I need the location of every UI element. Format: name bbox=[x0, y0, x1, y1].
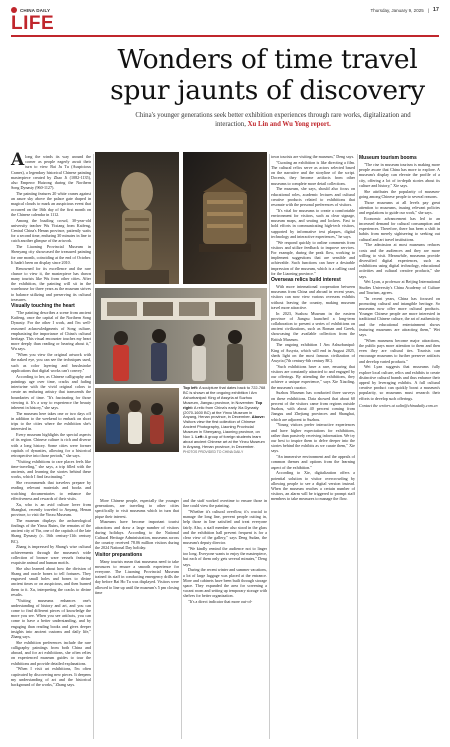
caption-label-top-right: Top right: bbox=[183, 399, 263, 410]
subheading: Museum tourism booms bbox=[359, 155, 417, 161]
paragraph: The museum, she says, should also focus on educational roles, academic lectures and cultural creative products related to exhibitions that resonate with the personal preferences of visitors. bbox=[271, 186, 355, 208]
paragraph: More Chinese people, especially the younger generations, are traveling to other cities specifically to visit museums which in turn that pique their interest. bbox=[95, 498, 179, 519]
paragraph: "The rise in museum tourism is making more people aware that China has more to explore. A museum's display can elevate the profile of a city, offering a lot of in-depth stories about its culture and history," Xie says. bbox=[359, 162, 440, 188]
section-rule bbox=[11, 35, 439, 37]
masthead-right bbox=[371, 7, 440, 13]
paragraph: "It's a direct indicator that more out-of- bbox=[188, 599, 253, 605]
paragraph: The museum displays the archaeological findings of the Yinxu Ruins, the remains of the ancient city of Yin, one of the capitals of the late Shang Dynasty (c. 16th century-11th century BC). bbox=[11, 517, 91, 544]
paragraph: Among the bustling crowd, 30-year-old university teacher Wu Yixiang from Kaifeng, Central China's Henan province, patiently waits for a second time, enduring 30 minutes in line to catch another glimpse of the artwork. bbox=[11, 217, 91, 244]
paragraph: She also learned about how the division of Shang and oracle bones to tell fortunes. They engraved small holes and bones to divine ancient times or on auspicious, and then burned them to it. Xu, interpreting the cracks to divine results. bbox=[11, 565, 91, 597]
caption-top-right: A relic from China's early Xia Dynasty (2070-1600 BC) at the Yinxu Museum in Anyang, Henan province, in December. bbox=[183, 404, 259, 420]
paragraph: "Visiting exhibitions to rare places feels like time-traveling," she says, a trip filled with the ancients, and learning the stories behind these works, which I find fascinating." bbox=[11, 458, 91, 480]
paragraph: "When you view the original artwork with the naked eye, you can see the techniques used, such as color layering and brushstroke applications that digital works can't convey." bbox=[11, 352, 91, 373]
article-column-2 bbox=[95, 498, 179, 596]
caption-top-left: A sculpture that dates back to 722-768 BC is shown at the ongoing exhibition I Am Ashurbanipal: King of Assyria at Suzhou Museum, Jiangsu province, in November. bbox=[183, 385, 266, 405]
paragraph: According to Xie, digitalization offers a potential solution to visitor overcrowding by allowing people to see a digital version instead. When the museum reaches a certain number of visitors, an alarm will be triggered to prompt staff members to take measures to manage the flow. bbox=[271, 470, 355, 502]
subheading: Visually touching the heart bbox=[11, 303, 75, 310]
column-rule bbox=[181, 498, 182, 739]
paragraph: "It's vital for museums to create a comfortable environment for visitors, such as clear signage, museum maps, and seating and lockers. Fast to hold efforts in communicating high-tech visitors, supported by informative text plaques, digital technology and interactive experiences," he says. bbox=[271, 207, 355, 239]
paragraph: She exhibition preferences include the rare calligraphy paintings from both China and abroad, and for art exhibitions, she often relies on experienced museum guides to tour the exhibitions and provide detailed explanations. bbox=[11, 639, 91, 666]
paragraph: Every museum highlights the special aspects of its region. Chinese culture is rich and diverse with a long history. Some cities were former capitals of dynasties, allowing for a historical retrospective into those periods," she says. bbox=[11, 432, 91, 458]
paragraph bbox=[11, 150, 91, 191]
paragraph: and the staff worked overtime to ensure those in line could view the painting. bbox=[183, 498, 267, 509]
paragraph: "Whether it's cultural overflow, it's crucial to manage the long line, prevent people cutting in, help those in line satisfied and treat everyone fairly. Also, a staff member also stood in the glass and the exhibition hall prevent frequent is for a clear view of the gallery," says Deng Sudan, the museum's deputy director. bbox=[183, 509, 267, 546]
article-column-4 bbox=[271, 154, 355, 502]
caption-above: Visitors view the first collection of Chinese Ancient Photography, Liaoning Provincial Museum in Shenyang, Liaoning province, on Nov 1. bbox=[183, 419, 260, 440]
paragraph: Economic advancement has led to an increased demand for cultural consumption and experiences. Therefore, there has been a shift in habits from merely sightseeing to seeking out cultural and art travel institutions. bbox=[359, 215, 440, 242]
paragraph: "When museums become major attractions, the public pays more attention to them and then even they are cultural ties. Tourists can encourage museums to further preserve artifacts and develop varied products." bbox=[359, 337, 440, 364]
paragraph: Xu, who is an avid culture lover from Shanghai, recently traveled to Anyang, Henan province, to visit the Yinxu Museum. bbox=[11, 501, 91, 517]
caption-label-above: Above: bbox=[251, 414, 265, 420]
visitors-photo bbox=[95, 288, 267, 384]
caption-label-top-left: Top left: bbox=[183, 385, 199, 390]
subheading: Overseas relics build interest bbox=[271, 277, 341, 284]
paragraph: She recommends that travelers prepare by reading relevant materials and books and watching documentaries to enhance the effectiveness and rewards of their visits. bbox=[11, 480, 91, 501]
paragraph: Renowned for its excellence and the rare chance to view it, the masterpiece has drawn many tourists like Wu from other cities. After the exhibition, the painting will sit in the warehouse for three years as the museum strives to balance utilizing and preserving its cultural treasures. bbox=[11, 265, 91, 302]
contact-line: Contact the writers at xulin@chinadaily.com.cn bbox=[359, 402, 438, 408]
paragraph: Zhang is impressed by Shang's wise cultural achievements through the museum's wide collection of bronze ware vessels featuring exquisite animal and human motifs. bbox=[11, 544, 91, 565]
column-rule bbox=[93, 154, 94, 739]
paragraph: During the recent winter and summer vacations, a lot of large luggage was placed at the entrance. More and cabinets have been built through storage space. They expanded the area for screening a vacant room and setting up temporary storage with shelves for better organization. bbox=[183, 567, 267, 599]
headline: Wonders of time travel spur jaunts of discovery bbox=[110, 44, 425, 106]
article-column-1 bbox=[11, 150, 91, 688]
sculpture-photo bbox=[95, 152, 179, 284]
caption-left: A group of foreign students learn about ancient Chinese art at the Yinxu Museum in Anyang, Henan province, in December. bbox=[183, 434, 265, 449]
paragraph: In 2023, Suzhou Museum in the eastern province of Jiangsu launched a long-term collaboration to present a series of exhibitions on ancient civilizations, such as Roman and Greek, showcasing the available collection from the British Museum. bbox=[271, 310, 355, 342]
paragraph: Wei Lyan suggests that museums fully explore local culture, relics and exhibits to create distinctive cultural brands and thus enhance their appeal by leveraging exhibits. A full cultural creative product can quickly boost a museum's popularity, so museums must research their efforts to develop such offerings. bbox=[359, 364, 440, 401]
newspaper-name: CHINA DAILY bbox=[20, 7, 51, 13]
paragraph: She attributes the popularity of museum-going among Chinese people to several reasons. bbox=[359, 188, 440, 199]
article-column-5 bbox=[359, 154, 440, 409]
photo-credit: PHOTOS PROVIDED TO CHINA DAILY bbox=[183, 449, 244, 454]
paragraph: "The painting describes a scene from ancient Kaifeng, once the capital of the Northern Song Dynasty. For the other I work, and I'm well-reasoned acknowledgments of Song culture, emphasizing the importance of China's cultural heritage. This visual encounter touches my heart more deeply than reading or hearing about it," Wu says. bbox=[11, 310, 91, 352]
paragraph: "The admission at most museums reduces costs and the audiences and they are more willing to visit. Meanwhile, museums provide diversified digital experiences, such as exhibitions using digital technology, educational activities and cultural creative products," she says. bbox=[359, 242, 440, 279]
paragraph: "When I visit art exhibitions, I'm often captivated by discovering new pieces. It deepens my understanding of art and the historical background of the works," Zhang says. bbox=[11, 666, 91, 687]
paragraph: The museum here takes one or two days off in addition to the weekend to embark on short trips to the cities where the exhibition she's interested in. bbox=[11, 410, 91, 432]
paragraph: Many tourists mean that museums need to take measures to ensure a smooth experience for everyone. The Liaoning Provincial Museum trained its staff in conducting emergency drills the day before Bai Ho Tu was displayed. Visitors were allowed to line up until the museum's 5 pm closing time bbox=[95, 558, 179, 595]
paragraph: According to her, as Chinese calligraphy and paintings age over time, cracks and fading intertwine with the vivid original colors to create an enduring artistry that transcends the boundaries of time. "It's fascinating for those viewing it. It's a way to experience the beauty inherent in history," she says. bbox=[11, 373, 91, 410]
students-photo bbox=[95, 388, 179, 452]
photo-caption bbox=[183, 386, 267, 455]
caption-label-left: Left: bbox=[195, 434, 204, 440]
deck-text: China's younger generations seek better exhibition experiences through rare works, digitalization and interaction, bbox=[135, 112, 411, 128]
paragraph: Museums have become important tourist attractions and draw a large number of visitors during holidays. According to the National Cultural Heritage Administration, museums across the country received 78.06 million visitors during the 2024 National Day holiday. bbox=[95, 519, 179, 551]
relic-photo bbox=[183, 152, 267, 284]
section-title: LIFE bbox=[11, 13, 55, 34]
paragraph: "Curating an exhibition is like directing a film. The cultural relics serve as actors selected based on the narrative and the storyline of the script. Docents, they become artifacts from other museums to complete more detail collections. bbox=[271, 159, 355, 186]
paragraph: "Visiting museums enhances one's understanding of history and art, and you can come to find different pieces of knowledge the more you see. When you see artifacts, you can come to have a better understanding, and by engaging than reading books and gives deeper insights into ancient customs and daily life," Zhang says. bbox=[11, 597, 91, 639]
paragraph-text: long the winds its way around the corner as people eagerly await their turn to view Bai Ju Tu (Auspicious Cranes), a legendary historical Chinese painting masterpiece created by Zhao Ji (1082-1135), also Emperor Huizong during the Northern Song Dynasty (960-1127). bbox=[11, 154, 91, 191]
paragraph: "Such exhibitions have a rare, ensuring that visitors are constantly attracted to and engaged by our offerings. By attending the exhibitions, they achieve a unique experience," says Xie Xiaoling, the museum's curator. bbox=[271, 363, 355, 390]
deck bbox=[128, 111, 418, 129]
paragraph: "We kindly remind the audience not to linger too long. Everyone wants to enjoy the masterpiece, but each of them only gets several minutes," Deng says. bbox=[183, 546, 267, 567]
column-rule bbox=[357, 154, 358, 739]
article-column-3 bbox=[183, 498, 267, 605]
column-rule bbox=[269, 154, 270, 739]
paragraph: With more international cooperation between museums from China and abroad in recent years, visitors can now view various overseas exhibits without leaving the country, making museum travel more attractive. bbox=[271, 284, 355, 310]
issue-date: Thursday, January 9, 2025 bbox=[370, 7, 424, 13]
paragraph: Those museums at all levels pay great attention to museums, issuing relevant policies and regulations to guide our work," she says. bbox=[359, 199, 440, 216]
paragraph: "Young visitors prefer interactive experiences and have higher expectations for exhibitions, rather than passively receiving information. We try our best to inspire them to delve deeper into the stories behind the exhibits as we curate them," Xie says. bbox=[271, 422, 355, 454]
paragraph: The Liaoning Provincial Museum in Shenyang city showcased the treasured painting for one month, coinciding at the end of October. It hadn't been on display since 2010. bbox=[11, 244, 91, 265]
deck-authors: Xu Lin and Wu Yong report. bbox=[247, 121, 331, 128]
dropcap: A bbox=[11, 150, 25, 170]
paragraph: "In recent years, China has focused on promoting cultural and intangible heritage. So museums now offer more cultural products. Younger Chinese people are more interested in traditional Chinese culture, the art of authenticity and the educational entertainment shows featuring museums are attracting them," Wei says. bbox=[359, 295, 440, 338]
masthead-bar bbox=[11, 5, 439, 15]
paragraph: "An immersive environment and the appeals of common themes and options from the learning aspect of the exhibition." bbox=[271, 454, 355, 470]
paragraph: town tourists are visiting the museum," Deng says. bbox=[271, 154, 355, 159]
paragraph: The ongoing exhibition I Am Ashurbanipal: King of Assyria, which will end in August 2025, sheds light on the most famous civilization of Assyria (7th century-6th century BC). bbox=[271, 342, 355, 364]
page-number: 17 bbox=[432, 7, 439, 13]
paragraph: The painting features 20 white cranes against an azure sky above the palace gate draped in magical clouds to mark an auspicious event that occurred on the 16th day of the first month on the Chinese calendar in 1112. bbox=[11, 191, 91, 217]
paragraph: Wei Lyan, a professor at Beijing International Studies University's China Academy of Culture and Tourism, agrees. bbox=[359, 279, 440, 295]
paragraph: "We respond quickly to online comments from visitors and utilize feedback to improve services. For example, during the peak flow, working to implement suggestions that are sensible and achievable. Such functions can have a desirable impression of the museum, which is a calling card for the Liaoning province." bbox=[271, 239, 355, 276]
paragraph: Suzhou Museum has conducted three surveys on these exhibitions. Data showed that about 60 percent of the visitors came from regions outside Suzhou, with about 40 percent coming from Jiangsu and Zhejiang provinces and Shanghai, which are adjacent to Suzhou. bbox=[271, 390, 355, 422]
separator: | bbox=[427, 7, 429, 13]
subheading: Visitor preparations bbox=[95, 551, 143, 558]
